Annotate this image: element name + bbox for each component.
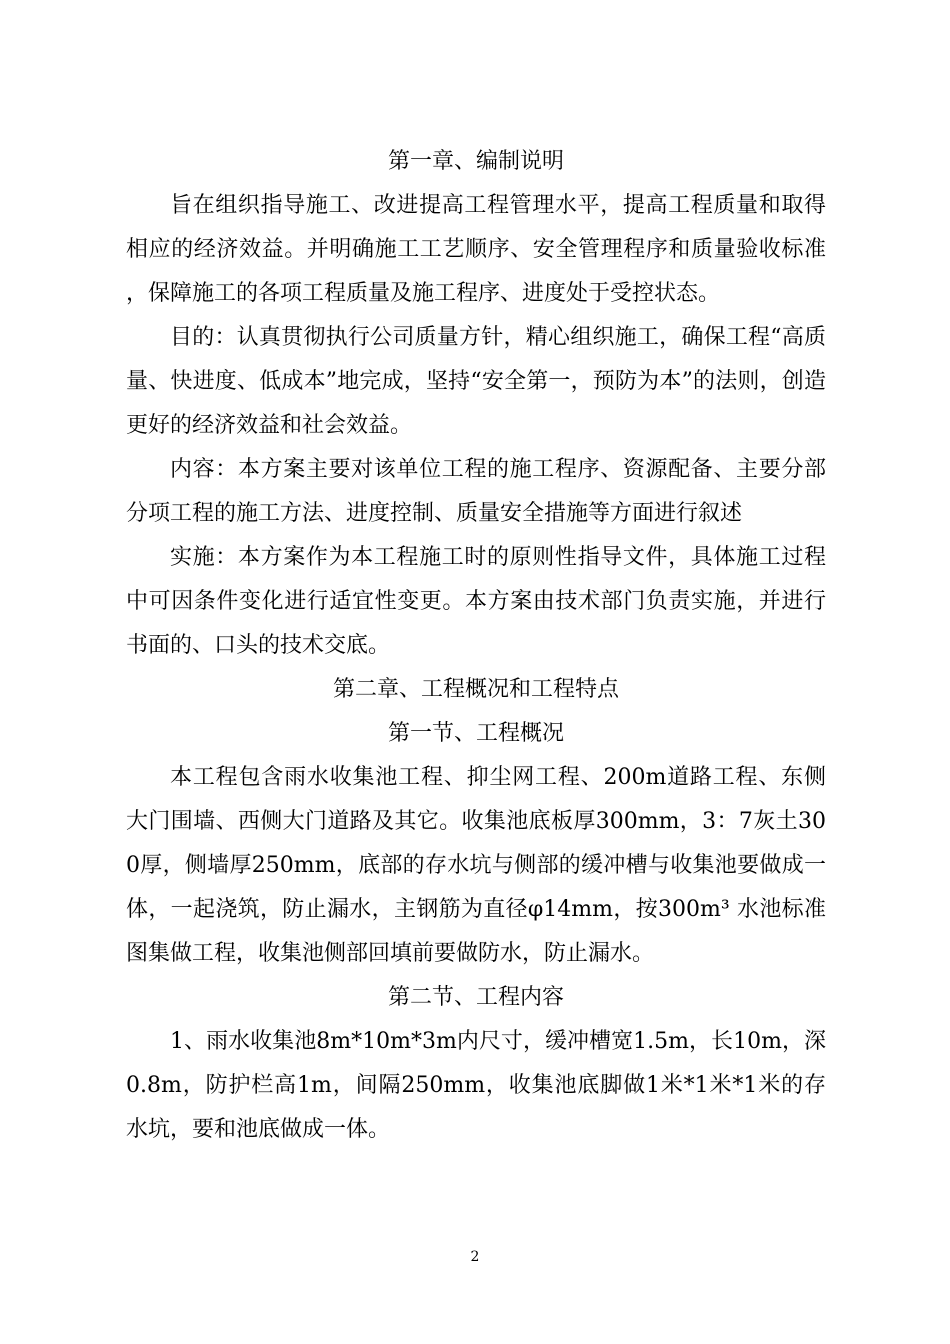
page-number: 2 — [470, 1249, 480, 1265]
chapter-1-paragraph-implementation: 实施：本方案作为本工程施工时的原则性指导文件，具体施工过程中可因条件变化进行适宜性变更。本方案由技术部门负责实施，并进行书面的、口头的技术交底。 — [126, 545, 826, 658]
section-2-paragraph: 1、雨水收集池8m*10m*3m内尺寸，缓冲槽宽1.5m，长10m，深0.8m，防护栏高1m，间隔250mm，收集池底脚做1米*1米*1米的存水坑，要和池底做成一体。 — [126, 1029, 826, 1142]
chapter-1-title: 第一章、编制说明 — [387, 149, 564, 174]
chapter-1-paragraph-purpose: 旨在组织指导施工、改进提高工程管理水平，提高工程质量和取得相应的经济效益。并明确施工工艺顺序、安全管理程序和质量验收标准，保障施工的各项工程质量及施工程序、进度处于受控状态。 — [126, 193, 826, 306]
section-2-title: 第二节、工程内容 — [387, 985, 564, 1010]
chapter-1-paragraph-goal: 目的：认真贯彻执行公司质量方针，精心组织施工，确保工程“高质量、快进度、低成本”地完成，坚持“安全第一，预防为本”的法则，创造更好的经济效益和社会效益。 — [126, 325, 826, 438]
document-body — [126, 140, 826, 1152]
section-1-paragraph: 本工程包含雨水收集池工程、抑尘网工程、200m道路工程、东侧大门围墙、西侧大门道路及其它。收集池底板厚300mm，3：7灰土300厚，侧墙厚250mm，底部的存水坑与侧部的缓冲槽与收集池要做成一体，一起浇筑，防止漏水，主钢筋为直径φ14mm，按300m³ 水池标准图集做工程，收集池侧部回填前要做防水，防止漏水。 — [126, 765, 826, 966]
chapter-2-title: 第二章、工程概况和工程特点 — [332, 677, 619, 702]
section-1-title: 第一节、工程概况 — [387, 721, 564, 746]
chapter-1-paragraph-content: 内容：本方案主要对该单位工程的施工程序、资源配备、主要分部分项工程的施工方法、进度控制、质量安全措施等方面进行叙述 — [126, 457, 826, 526]
